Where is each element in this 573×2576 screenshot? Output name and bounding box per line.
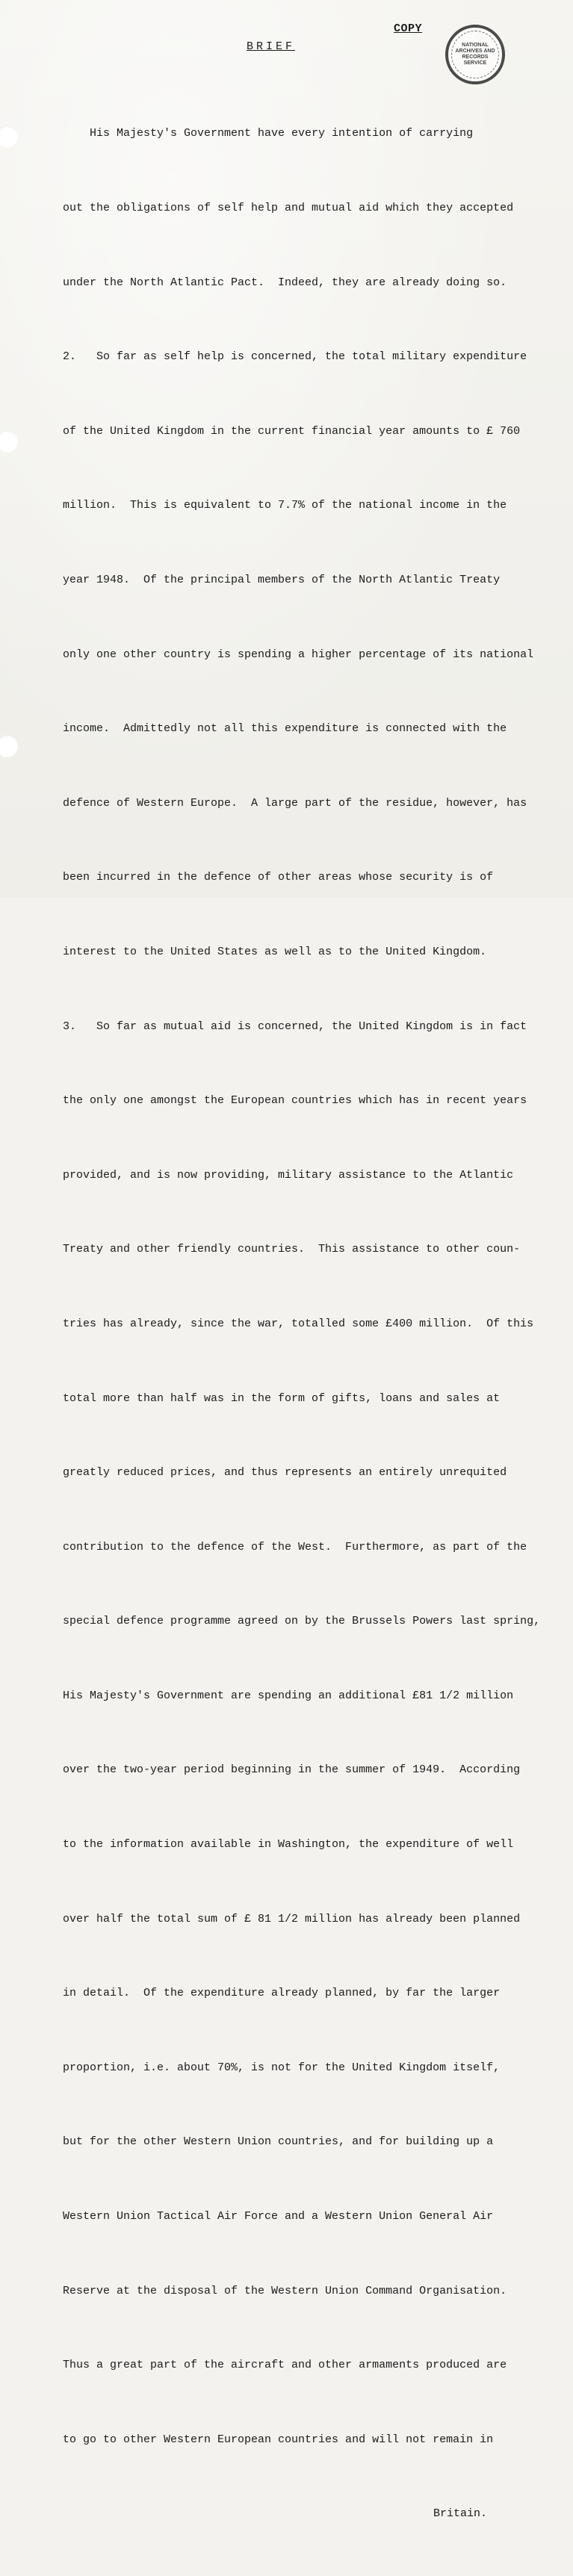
body-line: but for the other Western Union countries, and for building up a bbox=[63, 2135, 494, 2149]
body-line: Reserve at the disposal of the Western Union Command Organisation. bbox=[63, 2284, 507, 2297]
body-last-line: Britain. bbox=[433, 2507, 488, 2521]
body-line: over the two-year period beginning in the summer of 1949. According bbox=[63, 1763, 521, 1777]
body-line: His Majesty's Government have every intention of carrying bbox=[63, 127, 474, 140]
copy-mark: COPY bbox=[394, 22, 423, 35]
body-line: Thus a great part of the aircraft and other armaments produced are bbox=[63, 2359, 507, 2372]
body-line: provided, and is now providing, military assistance to the Atlantic bbox=[63, 1168, 514, 1182]
body-line: Western Union Tactical Air Force and a Western Union General Air bbox=[63, 2210, 494, 2223]
body-line: out the obligations of self help and mutual aid which they accepted bbox=[63, 202, 514, 214]
body-line: only one other country is spending a higher percentage of its national bbox=[63, 648, 534, 661]
body-line: 2. So far as self help is concerned, the total military expenditure bbox=[63, 350, 527, 364]
stamp-line-3: RECORDS bbox=[462, 55, 489, 60]
body-line: His Majesty's Government are spending an additional £81 1/2 million bbox=[63, 1689, 514, 1702]
body-line: of the United Kingdom in the current financial year amounts to £ 760 bbox=[63, 424, 521, 438]
stamp-line-4: SERVICE bbox=[463, 60, 487, 66]
body-line: income. Admittedly not all this expenditure is connected with the bbox=[63, 722, 507, 736]
body-line: proportion, i.e. about 70%, is not for the United Kingdom itself, bbox=[63, 2061, 501, 2074]
punch-hole-top bbox=[0, 125, 18, 148]
body-line: million. This is equivalent to 7.7% of the national income in the bbox=[63, 499, 507, 512]
body-line: contribution to the defence of the West. Furthermore, as part of the bbox=[63, 1540, 527, 1554]
body-line: total more than half was in the form of gifts, loans and sales at bbox=[63, 1391, 501, 1405]
body-line: over half the total sum of £ 81 1/2 million has already been planned bbox=[63, 1912, 521, 1925]
body-line: interest to the United States as well as to the United Kingdom. bbox=[63, 945, 487, 958]
body-line: been incurred in the defence of other areas whose security is of bbox=[63, 871, 494, 884]
body-line: special defence programme agreed on by the Brussels Powers last spring, bbox=[63, 1615, 541, 1628]
punch-hole-middle bbox=[0, 430, 18, 453]
stamp-line-2: ARCHIVES AND bbox=[455, 49, 495, 54]
body-line: in detail. Of the expenditure already planned, by far the larger bbox=[63, 1987, 501, 2000]
body-line: Treaty and other friendly countries. This assistance to other coun- bbox=[63, 1243, 521, 1256]
body-line: the only one amongst the European countries which has in recent years bbox=[63, 1094, 527, 1108]
body-line: year 1948. Of the principal members of the North Atlantic Treaty bbox=[63, 573, 501, 586]
body-line: to the information available in Washington, the expenditure of well bbox=[63, 1838, 514, 1852]
body-line: greatly reduced prices, and thus represents an entirely unrequited bbox=[63, 1466, 507, 1480]
body-line: to go to other Western European countries and will not remain in bbox=[63, 2433, 494, 2446]
punch-hole-bottom bbox=[0, 735, 18, 757]
body-line: tries has already, since the war, totalled some £400 million. Of this bbox=[63, 1317, 534, 1330]
stamp-line-1: NATIONAL bbox=[462, 43, 489, 48]
document-body bbox=[63, 72, 567, 2576]
body-line: defence of Western Europe. A large part of the residue, however, has bbox=[63, 796, 527, 810]
body-line: 3. So far as mutual aid is concerned, the United Kingdom is in fact bbox=[63, 1019, 527, 1033]
document-title: BRIEF bbox=[247, 40, 296, 53]
body-line: under the North Atlantic Pact. Indeed, they are already doing so. bbox=[63, 276, 507, 289]
